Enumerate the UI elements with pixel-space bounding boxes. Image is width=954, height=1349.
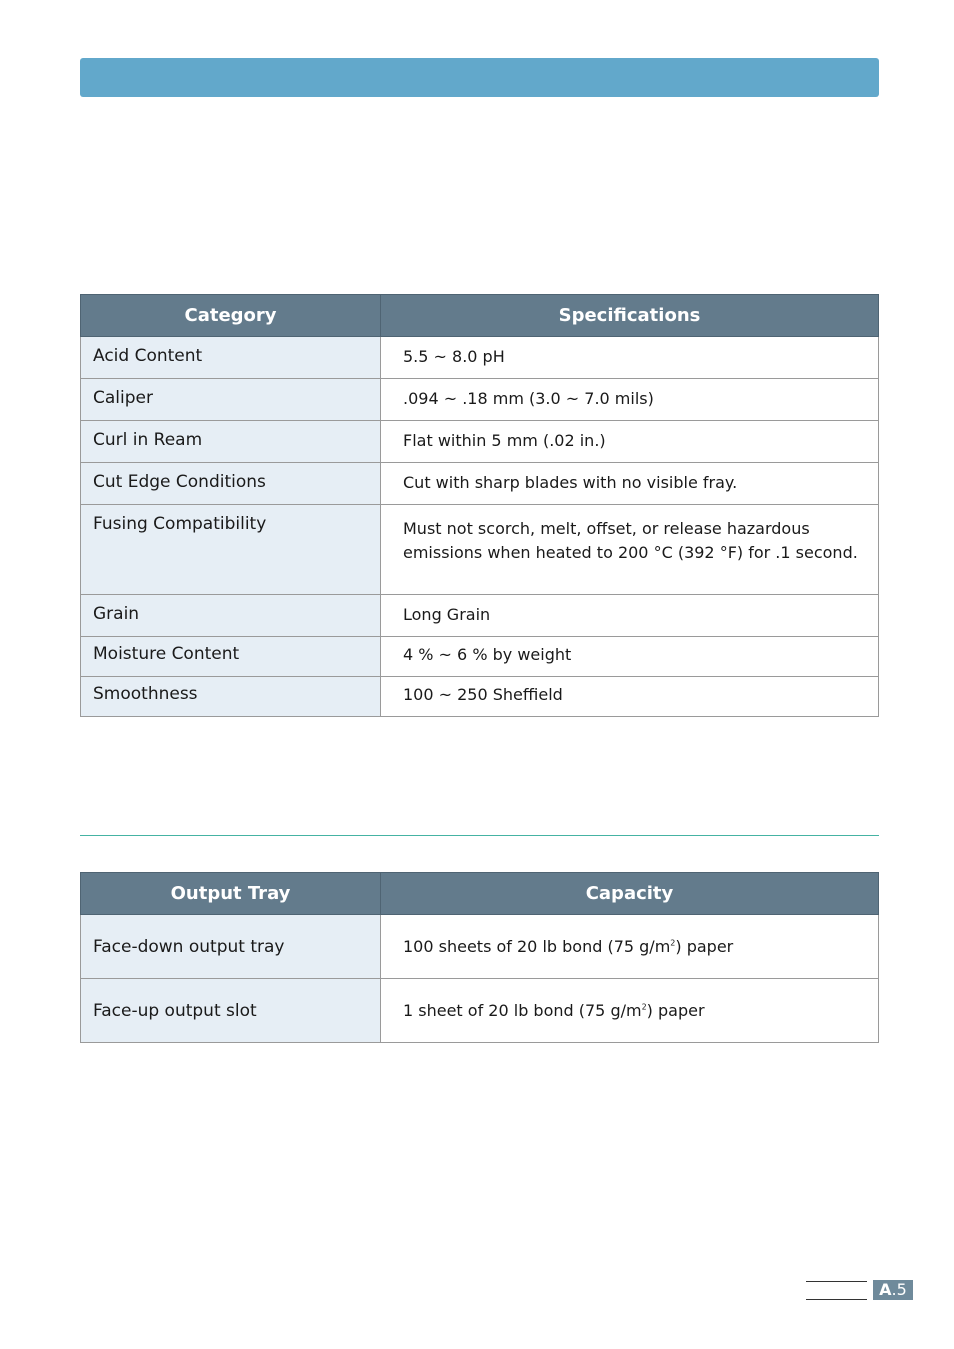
capacity-superscript: 2 — [641, 1002, 647, 1012]
page-section-letter: A — [879, 1280, 892, 1299]
row-category: Moisture Content — [81, 637, 381, 677]
table-row — [81, 379, 879, 421]
page-separator: . — [891, 1280, 897, 1299]
column-header-output-tray: Output Tray — [81, 873, 381, 915]
table-row — [81, 421, 879, 463]
row-category: Fusing Compatibility — [81, 505, 381, 595]
page-number-badge — [873, 1280, 913, 1300]
section-header-bar — [80, 58, 879, 97]
table-row — [81, 979, 879, 1043]
table-row — [81, 505, 879, 595]
row-category: Grain — [81, 595, 381, 637]
table-row — [81, 337, 879, 379]
row-category: Cut Edge Conditions — [81, 463, 381, 505]
capacity-text-end: ) paper — [646, 1001, 705, 1020]
row-category: Acid Content — [81, 337, 381, 379]
column-header-capacity: Capacity — [381, 873, 879, 915]
capacity-text: 1 sheet of 20 lb bond (75 g/m — [403, 1001, 642, 1020]
row-spec: Must not scorch, melt, offset, or release hazardous emissions when heated to 200 °C (392 °F) for .1 second. — [381, 505, 879, 595]
capacity-superscript: 2 — [670, 938, 676, 948]
row-category: Smoothness — [81, 677, 381, 717]
table-row — [81, 595, 879, 637]
table-header-row — [81, 873, 879, 915]
capacity-text: 100 sheets of 20 lb bond (75 g/m — [403, 937, 671, 956]
row-tray: Face-up output slot — [81, 979, 381, 1043]
table-header-row — [81, 295, 879, 337]
column-header-category: Category — [81, 295, 381, 337]
row-tray: Face-down output tray — [81, 915, 381, 979]
row-spec: Flat within 5 mm (.02 in.) — [381, 421, 879, 463]
table-row — [81, 677, 879, 717]
row-spec: 100 ~ 250 Sheffield — [381, 677, 879, 717]
output-capacity-table — [80, 872, 879, 1043]
section-divider — [80, 835, 879, 836]
column-header-specifications: Specifications — [381, 295, 879, 337]
page-number-rule-bottom — [806, 1299, 867, 1300]
table-row — [81, 915, 879, 979]
row-spec: .094 ~ .18 mm (3.0 ~ 7.0 mils) — [381, 379, 879, 421]
capacity-text-end: ) paper — [675, 937, 734, 956]
row-spec: 4 % ~ 6 % by weight — [381, 637, 879, 677]
row-spec: Cut with sharp blades with no visible fray. — [381, 463, 879, 505]
page-number-rule-top — [806, 1281, 867, 1282]
page-number: 5 — [896, 1280, 907, 1299]
row-category: Curl in Ream — [81, 421, 381, 463]
row-capacity — [381, 915, 879, 979]
row-spec: Long Grain — [381, 595, 879, 637]
table-row — [81, 463, 879, 505]
row-spec: 5.5 ~ 8.0 pH — [381, 337, 879, 379]
row-capacity — [381, 979, 879, 1043]
row-category: Caliper — [81, 379, 381, 421]
paper-spec-table — [80, 294, 879, 717]
table-row — [81, 637, 879, 677]
